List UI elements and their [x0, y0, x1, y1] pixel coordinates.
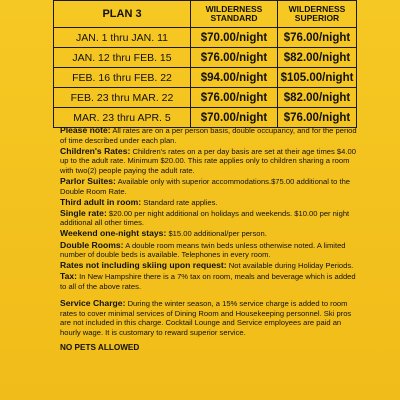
- skiing-rates-text: Not available during Holiday Periods.: [226, 261, 354, 271]
- date-range: JAN. 1 thru JAN. 11: [54, 28, 191, 48]
- childrens-rates-heading: Children's Rates:: [60, 145, 131, 156]
- standard-price-value: $76.00/night: [200, 91, 268, 104]
- skiing-rates-paragraph: [60, 261, 360, 271]
- third-adult-heading: Third adult in room:: [60, 196, 142, 207]
- superior-column-header: [278, 1, 357, 28]
- single-rate-text: $20.00 per night additional on holidays and weekends. $10.00 per night additional all other times.: [60, 208, 350, 228]
- table-row: [54, 68, 357, 88]
- parlor-suites-paragraph: [60, 177, 360, 196]
- service-charge-heading: Service Charge:: [60, 298, 126, 308]
- standard-price: [191, 48, 278, 68]
- service-charge-paragraph: [60, 299, 360, 337]
- tax-heading: Tax:: [60, 271, 78, 282]
- please-note-paragraph: [60, 126, 360, 145]
- superior-price-value: $82.00/night: [283, 51, 351, 64]
- superior-price: [278, 48, 357, 68]
- superior-price-value: $76.00/night: [283, 31, 351, 44]
- please-note-text: All rates are on a per person basis, double occupancy, and for the period of time described under each plan.: [60, 126, 357, 145]
- childrens-rates-text: Children's rates on a per day basis are set at their age times $4.00 up to the adult rate. Minimum $20.00. This rate applies only to children sharing a room with two(2) people paying the adult rate.: [60, 146, 356, 175]
- standard-price-value: $70.00/night: [200, 31, 268, 44]
- standard-price: [191, 28, 278, 48]
- date-range: JAN. 12 thru FEB. 15: [54, 48, 191, 68]
- standard-price: [191, 68, 278, 88]
- table-row: [54, 28, 357, 48]
- third-adult-paragraph: [60, 198, 360, 208]
- superior-price-value: $76.00/night: [283, 111, 351, 124]
- superior-price: [278, 68, 357, 88]
- weekend-stays-heading: Weekend one-night stays:: [60, 228, 167, 239]
- double-rooms-heading: Double Rooms:: [60, 239, 124, 250]
- tax-text: In New Hampshire there is a 7% tax on room, meals and beverage which is added to all of the above rates.: [60, 272, 356, 291]
- skiing-rates-heading: Rates not including skiing upon request:: [60, 260, 227, 271]
- please-note-heading: Please note:: [60, 125, 111, 135]
- rate-notes: [60, 126, 360, 354]
- childrens-rates-paragraph: [60, 147, 360, 176]
- standard-column-header: [191, 1, 278, 28]
- parlor-suites-heading: Parlor Suites:: [60, 175, 116, 186]
- no-pets-notice: NO PETS ALLOWED: [60, 343, 140, 353]
- date-range: FEB. 23 thru MAR. 22: [54, 88, 191, 108]
- date-range: FEB. 16 thru FEB. 22: [54, 68, 191, 88]
- superior-price-value: $105.00/night: [280, 71, 354, 84]
- superior-price: [278, 88, 357, 108]
- weekend-stays-paragraph: [60, 229, 360, 239]
- superior-header-line1: WILDERNESS: [288, 4, 346, 14]
- superior-price-value: $82.00/night: [283, 91, 351, 104]
- weekend-stays-text: $15.00 additional/per person.: [166, 229, 267, 239]
- table-row: [54, 48, 357, 68]
- plan-label: PLAN 3: [54, 1, 191, 28]
- single-rate-heading: Single rate:: [60, 207, 107, 218]
- standard-header-line1: WILDERNESS: [205, 4, 263, 14]
- standard-header-line2: STANDARD: [210, 13, 258, 23]
- table-header-row: [54, 1, 357, 28]
- standard-price: [191, 88, 278, 108]
- double-rooms-paragraph: [60, 241, 360, 260]
- service-charge-text: During the winter season, a 15% service charge is added to room rates to cover minimal services of Dining Room and Housekeeping personnel. Ski pros are not included in this charge. Cocktail Lounge and Service employees are paid an hourly wage. It is customary to reward superior service.: [60, 299, 352, 337]
- rates-table: [53, 0, 357, 128]
- date-range: MAR. 23 thru APR. 5: [54, 108, 191, 128]
- superior-header-line2: SUPERIOR: [294, 13, 340, 23]
- standard-price-value: $70.00/night: [200, 111, 268, 124]
- standard-price-value: $94.00/night: [200, 71, 268, 84]
- standard-price: [191, 108, 278, 128]
- single-rate-paragraph: [60, 209, 360, 228]
- superior-price: [278, 28, 357, 48]
- third-adult-text: Standard rate applies.: [141, 197, 218, 207]
- parlor-suites-text: Available only with superior accommodations.$75.00 additional to the Double Room Rate.: [60, 176, 351, 196]
- standard-price-value: $76.00/night: [200, 51, 268, 64]
- tax-paragraph: [60, 272, 360, 291]
- double-rooms-text: A double room means twin beds unless otherwise noted. A limited number of double beds is available. Telephones in every room.: [60, 240, 346, 260]
- table-row: [54, 88, 357, 108]
- superior-price: [278, 108, 357, 128]
